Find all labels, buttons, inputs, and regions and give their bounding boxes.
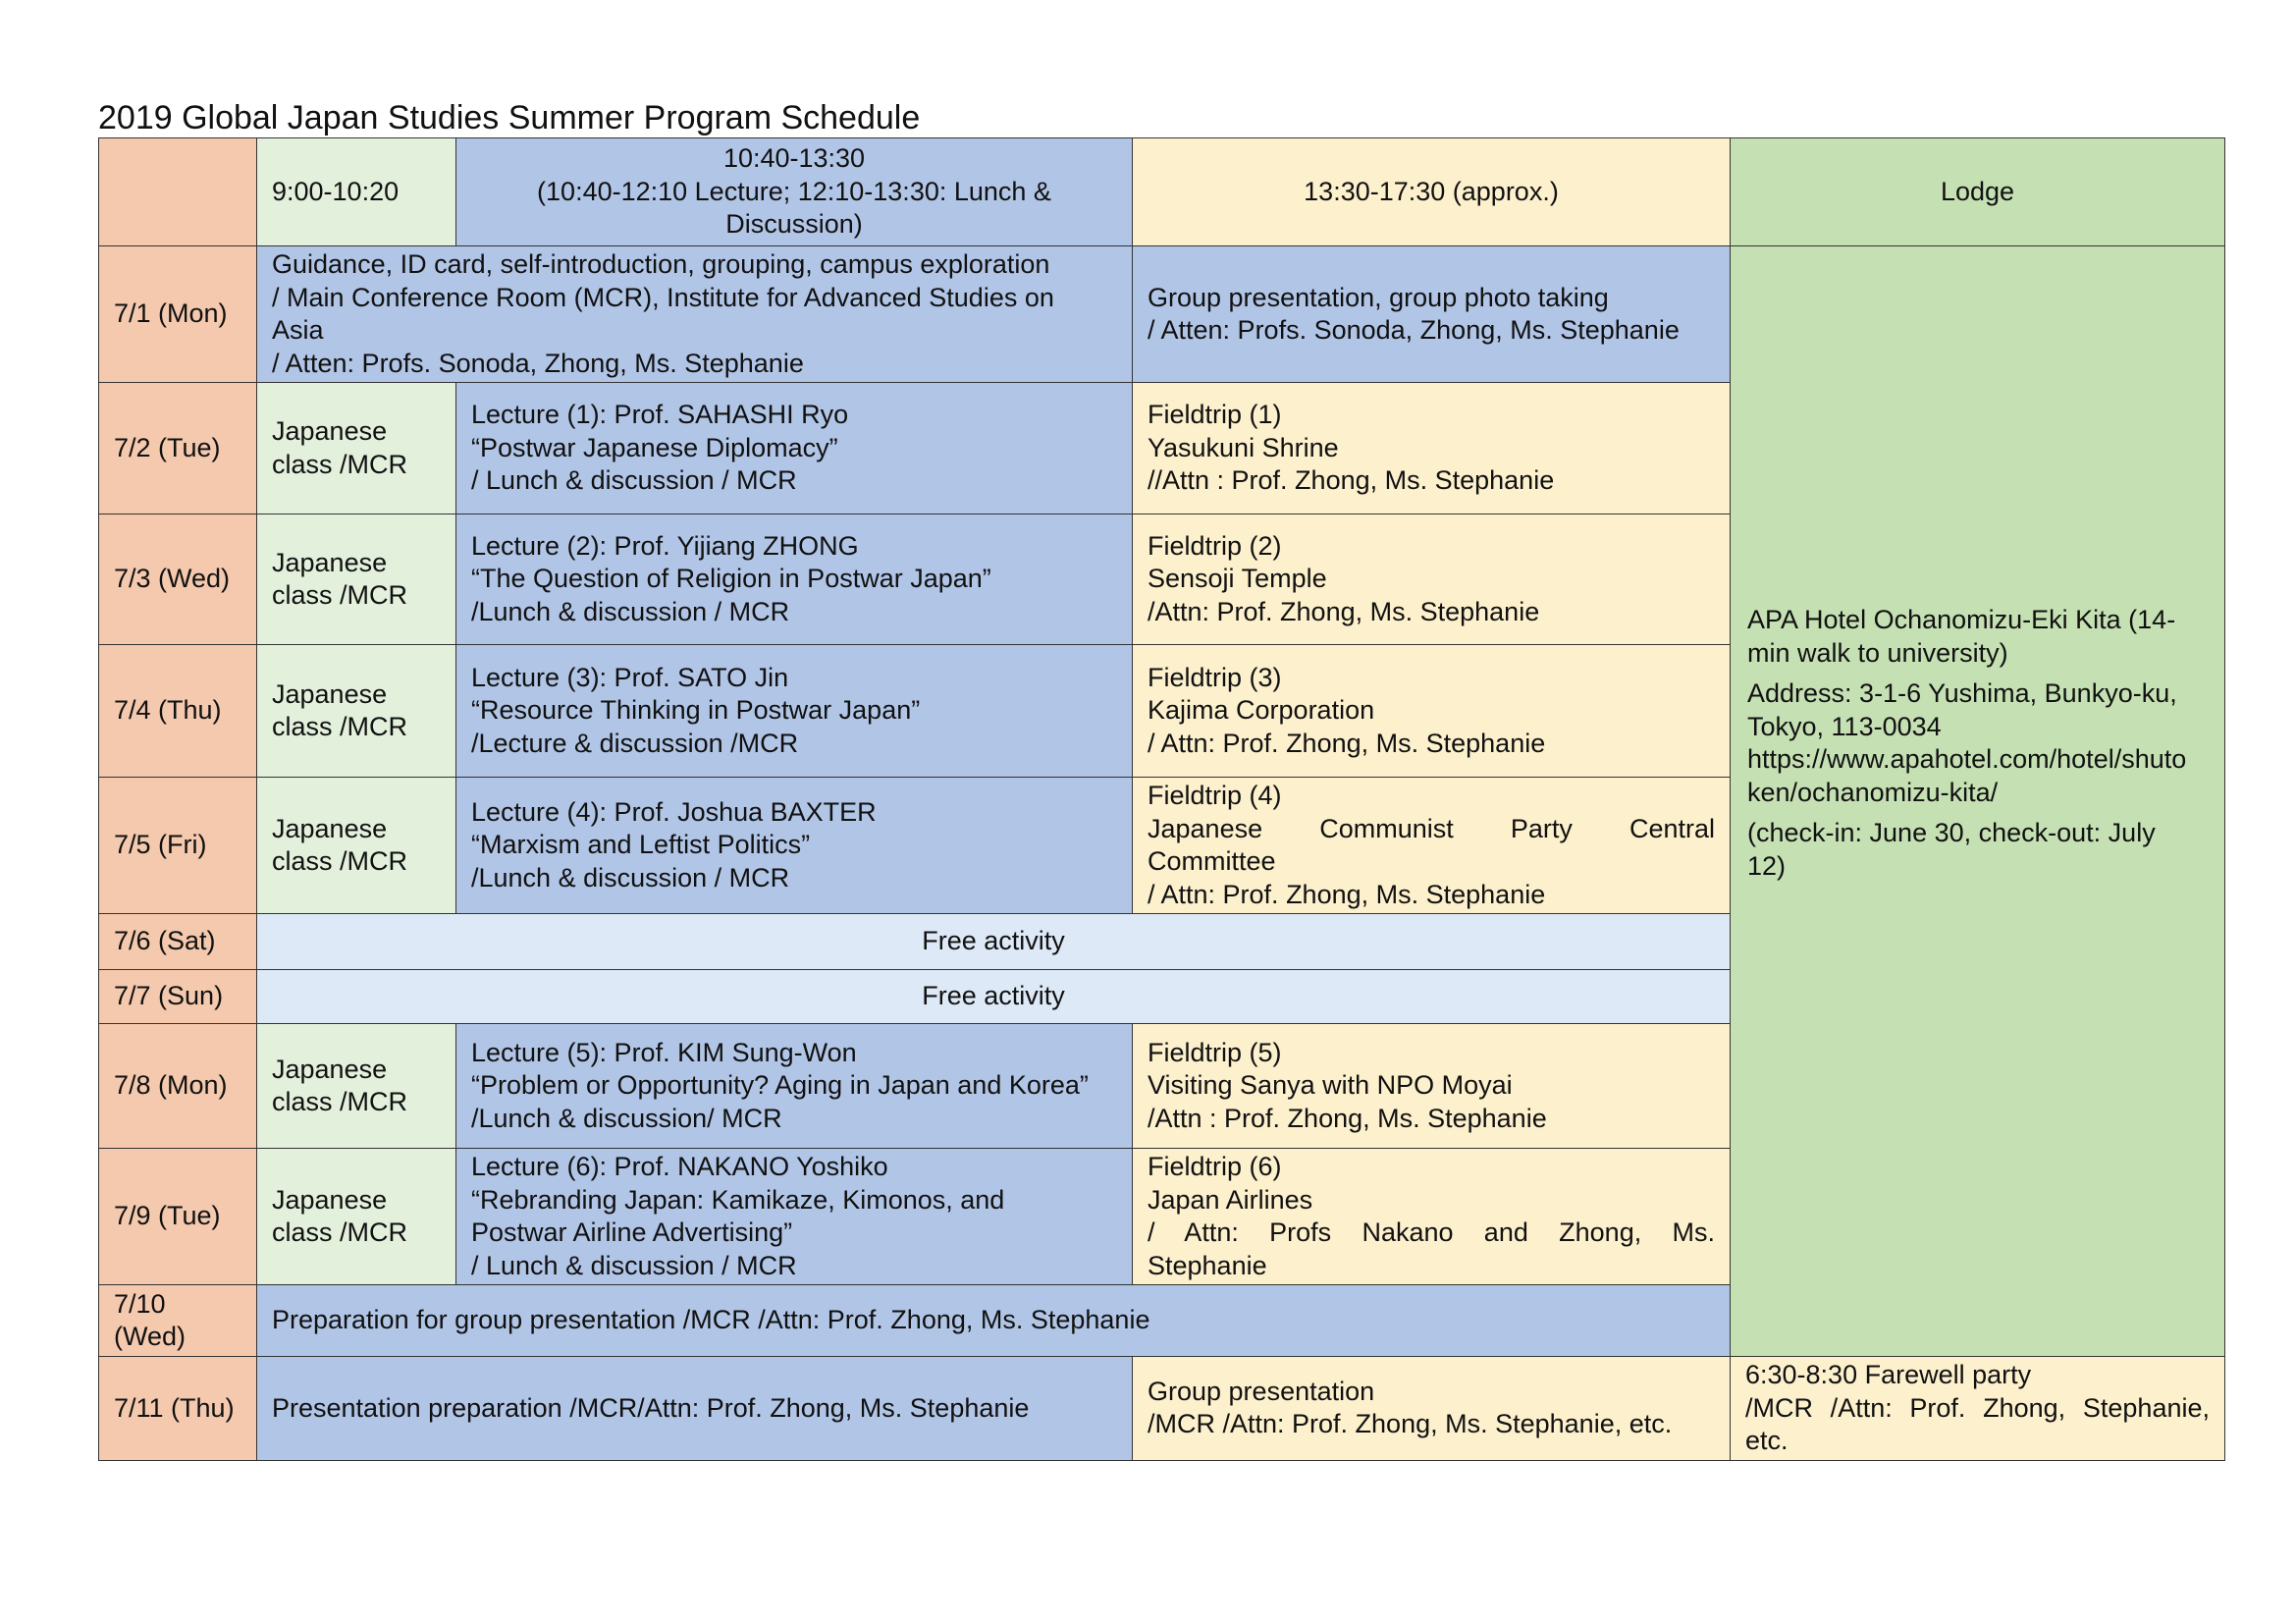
session-line: / Attn: Profs Nakano and Zhong, Ms. [1148,1217,1715,1247]
lodge-checkin [1747,817,2208,883]
lecture-session [456,514,1133,645]
fieldtrip-session [1133,1024,1731,1149]
session-line: class /MCR [272,712,408,741]
lodge-url[interactable]: https://www.apahotel.com/hotel/shuto [1747,744,2187,774]
session-line: Lecture (4): Prof. Joshua BAXTER [471,796,877,827]
session-line: Kajima Corporation [1148,695,1375,726]
table-row [99,1357,2225,1461]
morning-session [257,246,1133,383]
session-line: Group presentation, group photo taking [1148,282,1609,312]
session-line: 6:30-8:30 Farewell party [1745,1360,2032,1389]
session-line: Fieldtrip (2) [1148,530,1282,561]
session-line: / Atten: Profs. Sonoda, Zhong, Ms. Stephanie [1148,315,1680,345]
lodge-line: Tokyo, 113-0034 [1747,711,1942,741]
date-cell: 7/8 (Mon) [99,1024,257,1149]
session-line: Stephanie [1148,1250,1267,1280]
header-morning: 9:00-10:20 [257,138,456,246]
session-line: “Problem or Opportunity? Aging in Japan and Korea” [471,1070,1089,1101]
session-line: Japanese [272,678,388,709]
free-activity: Free activity [257,970,1731,1024]
session-line: “Resource Thinking in Postwar Japan” [471,695,921,726]
session-line: “Rebranding Japan: Kamikaze, Kimonos, and [471,1184,1005,1215]
lodge-line: Address: 3-1-6 Yushima, Bunkyo-ku, [1747,678,2177,708]
session-line: Japanese [272,416,388,446]
session-line: /Lecture & discussion /MCR [471,728,799,758]
session-line: Lecture (2): Prof. Yijiang ZHONG [471,530,859,561]
header-date-cell [99,138,257,246]
session-line: / Attn: Prof. Zhong, Ms. Stephanie [1148,879,1546,909]
free-activity: Free activity [257,914,1731,970]
date-cell: 7/6 (Sat) [99,914,257,970]
session-line: /Lunch & discussion / MCR [471,862,790,893]
session-line: Fieldtrip (5) [1148,1037,1282,1067]
session-line: class /MCR [272,846,408,876]
session-line: Lecture (1): Prof. SAHASHI Ryo [471,400,849,430]
session-line: Visiting Sanya with NPO Moyai [1148,1070,1513,1101]
session-line: /Lunch & discussion / MCR [471,596,790,626]
schedule-table [98,137,2225,1461]
session-line: class /MCR [272,1217,408,1247]
session-line: “Postwar Japanese Diplomacy” [471,432,838,462]
fieldtrip-session [1133,645,1731,778]
session-line: Japanese [272,1054,388,1084]
session-line: class /MCR [272,580,408,610]
session-line: Postwar Airline Advertising” [471,1217,793,1247]
fieldtrip-session [1133,1149,1731,1285]
session-line: “The Question of Religion in Postwar Japan” [471,564,991,594]
session-line: /Lunch & discussion/ MCR [471,1103,782,1133]
session-line: /MCR /Attn: Prof. Zhong, Stephanie, [1745,1392,2210,1423]
lodge-line: 12) [1747,850,1787,881]
header-midday-line: Discussion) [725,209,863,240]
lodge-url[interactable]: ken/ochanomizu-kita/ [1747,777,1999,807]
date-cell: 7/4 (Thu) [99,645,257,778]
session-line: Lecture (3): Prof. SATO Jin [471,662,789,692]
date-cell [99,1285,257,1357]
header-lodge: Lodge [1731,138,2225,246]
date-line: (Wed) [114,1322,187,1351]
header-midday-line: (10:40-12:10 Lecture; 12:10-13:30: Lunch & [537,176,1051,206]
session-line: /Attn: Prof. Zhong, Ms. Stephanie [1148,596,1540,626]
afternoon-session [1133,1357,1731,1461]
table-row [99,246,2225,383]
header-afternoon: 13:30-17:30 (approx.) [1133,138,1731,246]
date-cell: 7/5 (Fri) [99,778,257,914]
afternoon-session [1133,246,1731,383]
lodge-line: min walk to university) [1747,637,2008,668]
session-line: Fieldtrip (1) [1148,400,1282,430]
date-cell: 7/11 (Thu) [99,1357,257,1461]
date-cell: 7/3 (Wed) [99,514,257,645]
lodge-line: APA Hotel Ochanomizu-Eki Kita (14- [1747,605,2176,634]
session-line: Committee [1148,846,1276,876]
session-line: Fieldtrip (3) [1148,662,1282,692]
lodge-info [1731,246,2225,1357]
lecture-session [456,1024,1133,1149]
japanese-class [257,514,456,645]
japanese-class [257,778,456,914]
session-line: Fieldtrip (6) [1148,1152,1282,1181]
session-line: Japanese [272,547,388,577]
session-line: / Lunch & discussion / MCR [471,1250,797,1280]
session-line: Sensoji Temple [1148,564,1327,594]
header-midday-line: 10:40-13:30 [722,143,866,174]
preparation-session: Preparation for group presentation /MCR /Attn: Prof. Zhong, Ms. Stephanie [257,1285,1731,1357]
japanese-class [257,383,456,514]
fieldtrip-session [1133,778,1731,914]
fieldtrip-session [1133,514,1731,645]
session-line: etc. [1745,1426,1789,1455]
lodge-hotel [1747,604,2208,670]
lecture-session [456,645,1133,778]
japanese-class [257,645,456,778]
preparation-session: Presentation preparation /MCR/Attn: Prof. Zhong, Ms. Stephanie [257,1357,1133,1461]
session-line: / Main Conference Room (MCR), Institute for Advanced Studies on [272,282,1054,312]
session-line: Japanese Communist Party Central [1148,813,1715,843]
session-line: Lecture (5): Prof. KIM Sung-Won [471,1037,857,1067]
date-cell: 7/1 (Mon) [99,246,257,383]
session-line: class /MCR [272,449,408,479]
session-line: Lecture (6): Prof. NAKANO Yoshiko [471,1152,888,1181]
session-line: class /MCR [272,1087,408,1116]
page-title: 2019 Global Japan Studies Summer Program Schedule [98,99,921,136]
japanese-class [257,1149,456,1285]
lecture-session [456,1149,1133,1285]
session-line: Yasukuni Shrine [1148,432,1339,462]
header-row [99,138,2225,246]
lecture-session [456,383,1133,514]
session-line: Asia [272,315,324,345]
farewell-party [1731,1357,2225,1461]
date-cell: 7/7 (Sun) [99,970,257,1024]
session-line: Japan Airlines [1148,1184,1313,1215]
session-line: “Marxism and Leftist Politics” [471,830,811,860]
session-line: Fieldtrip (4) [1148,781,1282,810]
date-cell: 7/9 (Tue) [99,1149,257,1285]
session-line: /Attn : Prof. Zhong, Ms. Stephanie [1148,1103,1547,1133]
session-line: //Attn : Prof. Zhong, Ms. Stephanie [1148,465,1555,496]
date-line: 7/10 [114,1288,166,1319]
session-line: / Lunch & discussion / MCR [471,465,797,496]
lodge-line: (check-in: June 30, check-out: July [1747,818,2156,847]
session-line: Japanese [272,813,388,843]
japanese-class [257,1024,456,1149]
lodge-address [1747,677,2208,809]
fieldtrip-session [1133,383,1731,514]
header-midday [456,138,1133,246]
date-cell: 7/2 (Tue) [99,383,257,514]
lecture-session [456,778,1133,914]
session-line: Guidance, ID card, self-introduction, grouping, campus exploration [272,249,1050,279]
session-line: Japanese [272,1184,388,1215]
session-line: / Atten: Profs. Sonoda, Zhong, Ms. Stephanie [272,348,804,378]
session-line: / Attn: Prof. Zhong, Ms. Stephanie [1148,728,1546,758]
session-line: /MCR /Attn: Prof. Zhong, Ms. Stephanie, etc. [1148,1409,1673,1439]
session-line: Group presentation [1148,1376,1375,1406]
